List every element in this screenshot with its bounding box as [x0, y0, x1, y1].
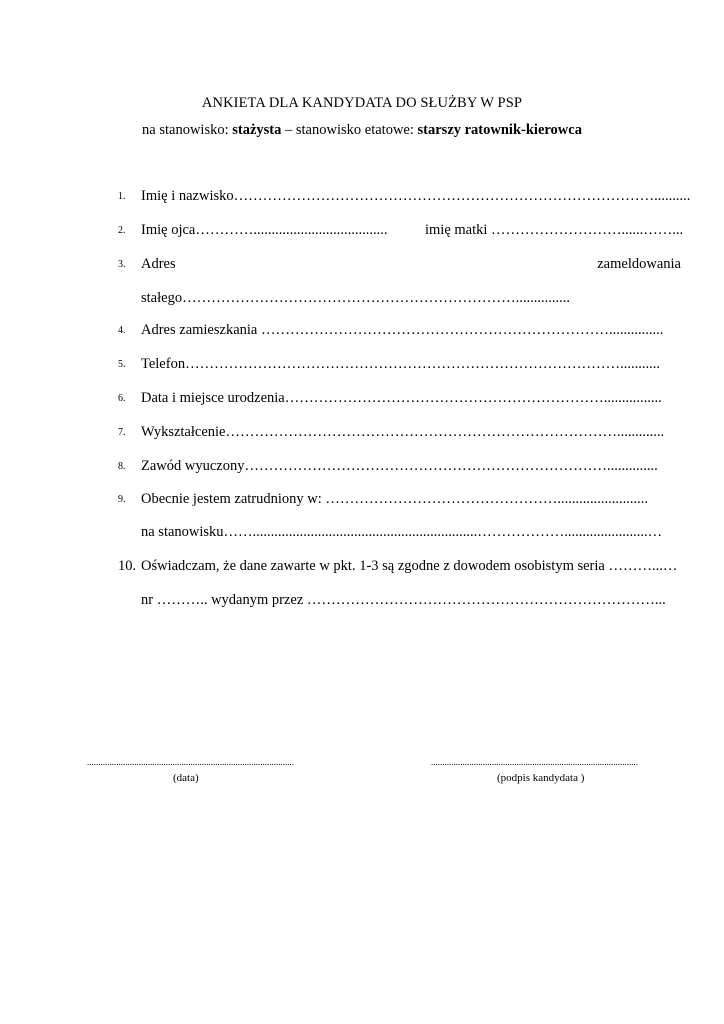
field-row-7	[0, 422, 724, 442]
field-number: 3.	[118, 259, 126, 270]
field-number: 2.	[118, 225, 126, 236]
field-birth-date-place[interactable]: Data i miejsce urodzenia…………………………………………………………................	[141, 390, 662, 406]
field-number: 7.	[118, 427, 126, 438]
field-row-10	[0, 556, 724, 576]
date-label: (data)	[173, 772, 199, 784]
field-number: 5.	[118, 359, 126, 370]
field-id-number-issuer[interactable]: nr ……….. wydanym przez ………………………………………………………………...	[141, 592, 666, 608]
field-number: 10.	[118, 558, 137, 574]
field-row-9	[0, 489, 724, 509]
subtitle-middle: – stanowisko etatowe:	[281, 122, 418, 138]
field-permanent-address[interactable]: stałego……………………………………………………………...............	[141, 290, 570, 306]
field-row-4	[0, 320, 724, 340]
field-current-employer[interactable]: Obecnie jestem zatrudniony w: ………………………………………….........................	[141, 491, 649, 507]
field-id-series-statement[interactable]: Oświadczam, że dane zawarte w pkt. 1-3 są zgodne z dowodem osobistym seria ………...…	[141, 558, 678, 574]
subtitle-role: starszy ratownik-kierowca	[417, 122, 582, 138]
field-mother-name[interactable]: imię matki ………………………......……...	[425, 222, 684, 238]
subtitle-position: stażysta	[232, 122, 282, 138]
field-address-label: Adres	[141, 256, 176, 272]
field-number: 1.	[118, 191, 126, 202]
document-subtitle	[0, 122, 724, 139]
field-name-surname[interactable]: Imię i nazwisko……………………………………………………………………………..........	[141, 188, 691, 204]
field-profession[interactable]: Zawód wyuczony…………………………………………………………………..............	[141, 458, 658, 474]
field-row-5	[0, 354, 724, 374]
field-row-6	[0, 388, 724, 408]
candidate-signature-label: (podpis kandydata )	[497, 772, 585, 784]
subtitle-prefix: na stanowisko:	[142, 122, 233, 138]
field-father-name[interactable]: Imię ojca………….....................................	[141, 222, 388, 238]
field-row-3-cont	[0, 288, 724, 308]
field-number: 9.	[118, 494, 126, 505]
field-education[interactable]: Wykształcenie……………………………………………………………………….............	[141, 424, 665, 440]
field-number: 8.	[118, 461, 126, 472]
field-row-3	[0, 254, 724, 274]
field-row-10-cont	[0, 590, 724, 610]
field-phone[interactable]: Telefon………………………………………………………………………………...........	[141, 356, 660, 372]
field-address-registration: zameldowania	[597, 256, 681, 272]
field-number: 4.	[118, 325, 126, 336]
field-number: 6.	[118, 393, 126, 404]
field-residence-address[interactable]: Adres zamieszkania ………………………………………………………………...............	[141, 322, 664, 338]
field-row-8	[0, 456, 724, 476]
field-row-9-cont	[0, 522, 724, 542]
field-row-1	[0, 186, 724, 206]
date-signature-line[interactable]: ............................................................................................	[87, 757, 294, 767]
document-title: ANKIETA DLA KANDYDATA DO SŁUŻBY W PSP	[201, 95, 523, 111]
field-current-position[interactable]: na stanowisku……..............................................................……………….......................…	[141, 524, 663, 540]
candidate-signature-line[interactable]: ............................................................................................	[431, 757, 638, 767]
field-row-2	[0, 220, 724, 240]
